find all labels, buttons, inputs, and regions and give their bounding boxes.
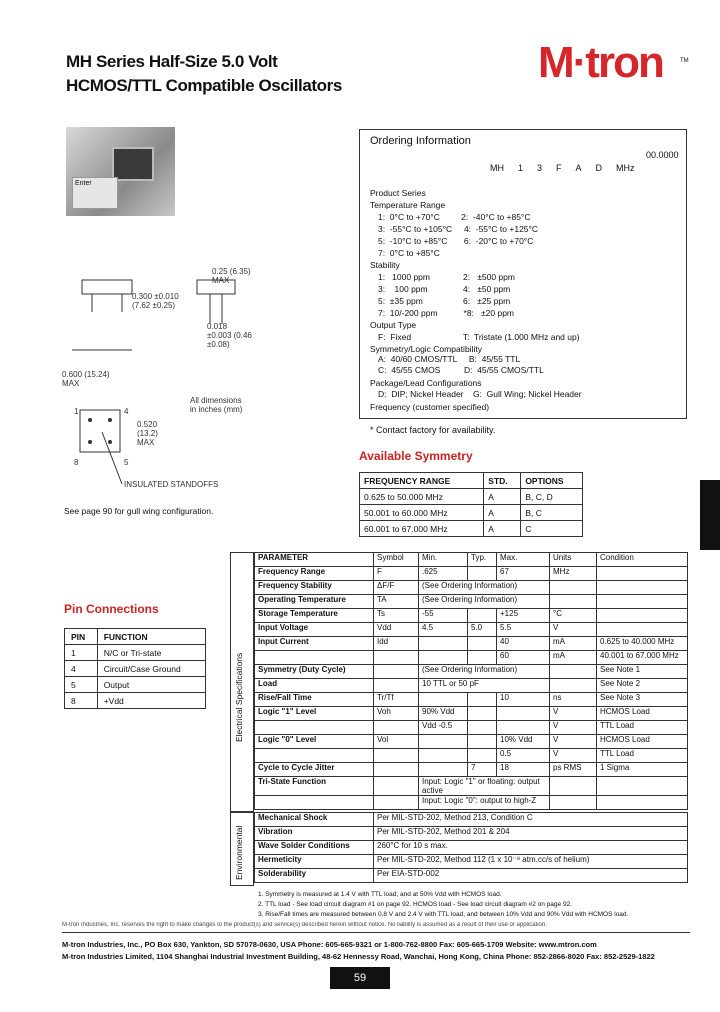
param-name-cell: Frequency Stability <box>255 581 374 595</box>
table-row <box>255 869 688 883</box>
symmetry-table <box>359 472 583 537</box>
temp-line: 7: 0°C to +85°C <box>378 248 440 258</box>
cell: mA <box>550 651 597 665</box>
footnote: 3. Rise/Fall times are measured between 0.8 V and 2.4 V with TTL load, and between 10% Vdd and 90% Vdd with HCMOS load. <box>258 911 629 918</box>
cell: B, C, D <box>521 489 583 505</box>
param-name-cell: Mechanical Shock <box>255 813 374 827</box>
param-name-cell <box>255 651 374 665</box>
product-photo <box>66 127 175 216</box>
cell <box>468 707 497 721</box>
header-cell: Max. <box>497 553 550 567</box>
param-name-cell: Vibration <box>255 827 374 841</box>
cell <box>468 651 497 665</box>
cell <box>419 749 468 763</box>
param-name-cell: Load <box>255 679 374 693</box>
cell: See Note 2 <box>597 679 688 693</box>
cell: (See Ordering Information) <box>419 595 550 609</box>
cell <box>550 796 597 810</box>
cell: Vol <box>374 735 419 749</box>
table-row <box>255 796 688 810</box>
package-title: Package/Lead Configurations <box>370 378 482 388</box>
output-title: Output Type <box>370 320 417 330</box>
cell: MHz <box>550 567 597 581</box>
electrical-side-label: Electrical Specifications <box>234 652 244 742</box>
table-row <box>65 677 206 693</box>
cell <box>597 623 688 637</box>
param-name-cell: Tri-State Function <box>255 777 374 796</box>
footnote: 1. Symmetry is measured at 1.4 V with TTL load, and at 50% Vdd with HCMOS load. <box>258 891 502 898</box>
table-row <box>255 651 688 665</box>
table-row <box>255 595 688 609</box>
cell: Per MIL-STD-202, Method 112 (1 x 10⁻⁸ atm.cc/s of helium) <box>374 855 688 869</box>
cell <box>597 609 688 623</box>
table-row <box>360 521 583 537</box>
cell: 10% Vdd <box>497 735 550 749</box>
cell <box>550 595 597 609</box>
table-header-row <box>65 629 206 645</box>
cell: N/C or Tri-state <box>97 645 205 661</box>
dim-lead-spacing: 0.300 ±0.010 (7.62 ±0.25) <box>132 292 179 310</box>
mechanical-drawing <box>62 262 252 516</box>
cell: A <box>484 489 521 505</box>
cell <box>468 749 497 763</box>
cell <box>374 679 419 693</box>
table-row <box>255 665 688 679</box>
cell: 10 TTL or 50 pF <box>419 679 550 693</box>
dim-length: 0.600 (15.24) MAX <box>62 370 110 388</box>
table-row <box>255 763 688 777</box>
stability-line: 3: 100 ppm 4: ±50 ppm <box>378 284 511 294</box>
cell: 90% Vdd <box>419 707 468 721</box>
param-name-cell: Logic "0" Level <box>255 735 374 749</box>
cell: 260°C for 10 s max. <box>374 841 688 855</box>
cell <box>550 665 597 679</box>
cell: See Note 1 <box>597 665 688 679</box>
cell: A <box>484 521 521 537</box>
cell: Output <box>97 677 205 693</box>
standoffs-label: INSULATED STANDOFFS <box>124 480 219 489</box>
table-row <box>255 693 688 707</box>
header-cell: Condition <box>597 553 688 567</box>
footer-hk-address: M-tron Industries Limited, 1104 Shanghai Industrial Investment Building, 48-62 Hennessy Road, Wanchai, Hong Kong, China Phone: 852-2866-8020 Fax: 852-2529-1822 <box>62 952 655 961</box>
trademark: TM <box>680 58 689 64</box>
symmetry-title: Symmetry/Logic Compatibility <box>370 344 482 354</box>
param-name-cell: Logic "1" Level <box>255 707 374 721</box>
cell <box>597 567 688 581</box>
cell <box>374 651 419 665</box>
environmental-spec-table <box>254 812 688 883</box>
cell: 18 <box>497 763 550 777</box>
table-row <box>255 827 688 841</box>
cell: 8 <box>65 693 98 709</box>
cell: A <box>484 505 521 521</box>
table-row <box>360 489 583 505</box>
cell <box>374 665 419 679</box>
product-series-label: Product Series <box>370 188 426 198</box>
section-tab <box>700 480 720 550</box>
cell: ΔF/F <box>374 581 419 595</box>
table-row <box>255 841 688 855</box>
ordering-freq: 00.0000 <box>646 150 679 160</box>
cell: 40 <box>497 637 550 651</box>
cell <box>468 609 497 623</box>
cell: ns <box>550 693 597 707</box>
stability-line: 5: ±35 ppm 6: ±25 ppm <box>378 296 511 306</box>
cell: 0.625 to 50.000 MHz <box>360 489 484 505</box>
cell <box>550 581 597 595</box>
symmetry-table-title: Available Symmetry <box>359 449 473 463</box>
code-symmetry: A <box>575 163 582 173</box>
cell: See Note 3 <box>597 693 688 707</box>
cell: 5.0 <box>468 623 497 637</box>
param-name-cell <box>255 796 374 810</box>
page-number: 59 <box>330 967 390 989</box>
table-row <box>255 567 688 581</box>
param-name-cell: Symmetry (Duty Cycle) <box>255 665 374 679</box>
cell: V <box>550 735 597 749</box>
ordering-title: Ordering Information <box>370 135 471 147</box>
cell <box>468 735 497 749</box>
table-row <box>255 855 688 869</box>
table-row <box>255 623 688 637</box>
cell: 5.5 <box>497 623 550 637</box>
mtron-logo: M·tron <box>538 38 663 87</box>
cell: TTL Load <box>597 721 688 735</box>
table-row <box>65 645 206 661</box>
dim-width: 0.520 (13.2) MAX <box>137 420 158 447</box>
temp-range-title: Temperature Range <box>370 200 446 210</box>
cell: Per MIL-STD-202, Method 201 & 204 <box>374 827 688 841</box>
cell: 1 <box>65 645 98 661</box>
cell <box>550 679 597 693</box>
dim-height: 0.25 (6.35) MAX <box>212 267 251 285</box>
cell: mA <box>550 637 597 651</box>
cell <box>419 637 468 651</box>
cell: 0.5 <box>497 749 550 763</box>
cell <box>468 721 497 735</box>
cell <box>468 693 497 707</box>
param-name-cell <box>255 749 374 763</box>
cell: (See Ordering Information) <box>419 581 550 595</box>
cell: F <box>374 567 419 581</box>
cell: 4.5 <box>419 623 468 637</box>
contact-note: * Contact factory for availability. <box>370 425 496 435</box>
table-header-row <box>360 473 583 489</box>
cell: Per EIA-STD-002 <box>374 869 688 883</box>
table-row <box>65 661 206 677</box>
cell: (See Ordering Information) <box>419 665 550 679</box>
header-cell: FREQUENCY RANGE <box>360 473 484 489</box>
header-cell: Symbol <box>374 553 419 567</box>
param-name-cell: Frequency Range <box>255 567 374 581</box>
pin-label-5: 5 <box>124 458 129 467</box>
table-header-row <box>255 553 688 567</box>
cell: 7 <box>468 763 497 777</box>
header-cell: Typ. <box>468 553 497 567</box>
param-name-cell: Hermeticity <box>255 855 374 869</box>
page-title-line2: HCMOS/TTL Compatible Oscillators <box>66 76 342 95</box>
cell <box>419 651 468 665</box>
table-row <box>255 777 688 796</box>
footnotes <box>258 890 688 920</box>
table-row <box>255 609 688 623</box>
cell: Ts <box>374 609 419 623</box>
table-row <box>65 693 206 709</box>
cell: 0.625 to 40.000 MHz <box>597 637 688 651</box>
table-row <box>255 679 688 693</box>
cell: +125 <box>497 609 550 623</box>
cell: 40.001 to 67.000 MHz <box>597 651 688 665</box>
code-stability: 3 <box>537 163 543 173</box>
freq-spec-label: Frequency (customer specified) <box>370 402 490 412</box>
param-name-cell: Operating Temperature <box>255 595 374 609</box>
param-name-cell: Storage Temperature <box>255 609 374 623</box>
cell <box>374 796 419 810</box>
cell: -55 <box>419 609 468 623</box>
cell <box>550 777 597 796</box>
oscillator-chip-image <box>112 147 154 181</box>
cell: °C <box>550 609 597 623</box>
cell: Vdd -0.5 <box>419 721 468 735</box>
cell <box>497 721 550 735</box>
cell: HCMOS Load <box>597 735 688 749</box>
code-output: F <box>556 163 562 173</box>
table-row <box>255 637 688 651</box>
stability-line: 1: 1000 ppm 2: ±500 ppm <box>378 272 515 282</box>
stability-line: 7: 10/-200 ppm *8: ±20 ppm <box>378 308 515 318</box>
cell <box>597 777 688 796</box>
cell: Circuit/Case Ground <box>97 661 205 677</box>
environmental-side-label: Environmental <box>234 825 244 880</box>
cell: 10 <box>497 693 550 707</box>
header-cell: Units <box>550 553 597 567</box>
symmetry-line: C: 45/55 CMOS D: 45/55 CMOS/TTL <box>378 365 544 375</box>
cell: B, C <box>521 505 583 521</box>
header-cell: OPTIONS <box>521 473 583 489</box>
cell <box>497 707 550 721</box>
cell: V <box>550 623 597 637</box>
code-package: D <box>595 163 603 173</box>
temp-line: 3: -55°C to +105°C 4: -55°C to +125°C <box>378 224 539 234</box>
cell: 50.001 to 60.000 MHz <box>360 505 484 521</box>
code-temp: 1 <box>518 163 524 173</box>
temp-line: 1: 0°C to +70°C 2: -40°C to +85°C <box>378 212 531 222</box>
cell: .625 <box>419 567 468 581</box>
param-name-cell: Rise/Fall Time <box>255 693 374 707</box>
param-name-cell: Input Voltage <box>255 623 374 637</box>
cell <box>419 763 468 777</box>
page-title-line1: MH Series Half-Size 5.0 Volt <box>66 52 278 71</box>
cell: Per MIL-STD-202, Method 213, Condition C <box>374 813 688 827</box>
cell: Input: Logic "0": output to high-Z <box>419 796 550 810</box>
cell: V <box>550 707 597 721</box>
cell: C <box>521 521 583 537</box>
pin-table <box>64 628 206 709</box>
dim-lead-width: 0.018 ±0.003 (0.46 ±0.08) <box>207 322 252 349</box>
ordering-code <box>490 163 635 173</box>
electrical-spec-table <box>254 552 688 810</box>
cell: 4 <box>65 661 98 677</box>
table-row <box>255 721 688 735</box>
cell <box>374 749 419 763</box>
dim-note: All dimensions in inches (mm) <box>190 396 243 414</box>
keyboard-key-image: Enter <box>72 177 118 209</box>
header-cell: Min. <box>419 553 468 567</box>
output-line: F: Fixed T: Tristate (1.000 MHz and up) <box>378 332 580 342</box>
header-cell: FUNCTION <box>97 629 205 645</box>
cell <box>419 693 468 707</box>
table-row <box>255 735 688 749</box>
code-mhz: MHz <box>616 163 635 173</box>
gull-wing-note: See page 90 for gull wing configuration. <box>64 506 214 516</box>
symmetry-line: A: 40/60 CMOS/TTL B: 45/55 TTL <box>378 354 521 364</box>
pin-label-4: 4 <box>124 407 129 416</box>
cell: Voh <box>374 707 419 721</box>
cell: 1 Sigma <box>597 763 688 777</box>
param-name-cell: Cycle to Cycle Jitter <box>255 763 374 777</box>
package-line: D: DIP; Nickel Header G: Gull Wing; Nickel Header <box>378 389 582 399</box>
pin-connections-title: Pin Connections <box>64 602 159 616</box>
footer-us-address: M-tron Industries, Inc., PO Box 630, Yankton, SD 57078-0630, USA Phone: 605-665-9321 or 1-800-762-8800 Fax: 605-665-1709 Website: www.mtron.com <box>62 940 597 949</box>
header-cell: STD. <box>484 473 521 489</box>
table-row <box>255 813 688 827</box>
cell: 60.001 to 67.000 MHz <box>360 521 484 537</box>
pin-label-1: 1 <box>74 407 79 416</box>
cell: Vdd <box>374 623 419 637</box>
param-name-cell: Input Current <box>255 637 374 651</box>
table-row <box>360 505 583 521</box>
footnote: 2. TTL load - See load circuit diagram #1 on page 92. HCMOS load - See load circuit diagram #2 on page 92. <box>258 901 572 908</box>
table-row <box>255 749 688 763</box>
temp-line: 5: -10°C to +85°C 6: -20°C to +70°C <box>378 236 534 246</box>
cell <box>597 796 688 810</box>
cell: 67 <box>497 567 550 581</box>
cell <box>374 721 419 735</box>
cell: V <box>550 749 597 763</box>
param-name-cell: Solderability <box>255 869 374 883</box>
code-series: MH <box>490 163 504 173</box>
cell: ps RMS <box>550 763 597 777</box>
table-row <box>255 707 688 721</box>
cell <box>374 763 419 777</box>
cell <box>374 777 419 796</box>
cell: HCMOS Load <box>597 707 688 721</box>
cell <box>468 637 497 651</box>
table-row <box>255 581 688 595</box>
cell: 60 <box>497 651 550 665</box>
param-name-cell: Wave Solder Conditions <box>255 841 374 855</box>
cell: 5 <box>65 677 98 693</box>
cell: TA <box>374 595 419 609</box>
param-name-cell <box>255 721 374 735</box>
cell: Input: Logic "1" or floating: output active <box>419 777 550 796</box>
footer-divider <box>62 932 690 933</box>
header-cell: PARAMETER <box>255 553 374 567</box>
pin-label-8: 8 <box>74 458 79 467</box>
cell: TTL Load <box>597 749 688 763</box>
cell: V <box>550 721 597 735</box>
disclaimer: M-tron Industries, Inc. reserves the right to make changes to the product(s) and service(s) described herein without notice. No liability is assumed as a result of their use or application. <box>62 922 547 928</box>
cell: Idd <box>374 637 419 651</box>
cell <box>468 567 497 581</box>
cell: Tr/Tf <box>374 693 419 707</box>
cell: +Vdd <box>97 693 205 709</box>
header-cell: PIN <box>65 629 98 645</box>
stability-title: Stability <box>370 260 400 270</box>
cell <box>597 581 688 595</box>
cell <box>597 595 688 609</box>
cell <box>419 735 468 749</box>
